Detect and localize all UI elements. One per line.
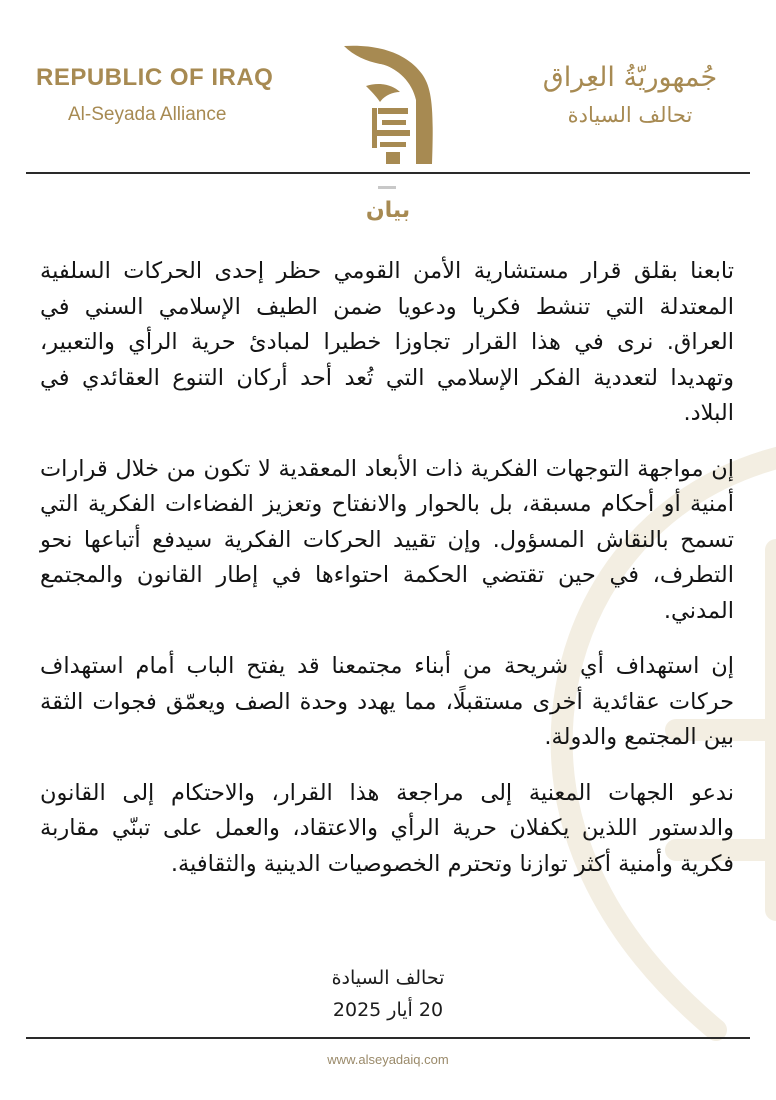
eagle-emblem-icon [336, 42, 440, 166]
paragraph: تابعنا بقلق قرار مستشارية الأمن القومي حظر إحدى الحركات السلفية المعتدلة التي تنشط فكريا ودعويا ضمن الطيف الإسلامي السني في العراق. نرى في هذا القرار تجاوزا خطيرا لمبادئ حرية الرأي والتعبير، وتهديدا لتعددية الفكر الإسلامي التي تُعد أحد أركان التنوع العقائدي في البلاد. [40, 258, 734, 426]
paragraph: ندعو الجهات المعنية إلى مراجعة هذا القرار، والاحتكام إلى القانون والدستور اللذين يكفلان حرية الرأي والاعتقاد، والعمل على تبنّي مقاربة فكرية وأمنية أكثر توازنا وتحترم الخصوصيات الدينية والثقافية. [40, 779, 734, 877]
signature-block [0, 962, 776, 1026]
alliance-name-en: Al-Seyada Alliance [68, 104, 227, 125]
statement-title: بيان [365, 198, 411, 223]
signatory: تحالف السيادة [331, 967, 445, 989]
website-link[interactable]: www.alseyadaiq.com [327, 1052, 449, 1067]
republic-title-en: REPUBLIC OF IRAQ [36, 64, 274, 91]
header-divider [26, 172, 750, 174]
title-ornament [378, 186, 396, 189]
republic-title-ar: جُمهوريّةُ العِراق [542, 62, 718, 93]
paragraph: إن مواجهة التوجهات الفكرية ذات الأبعاد المعقدية لا تكون من خلال قرارات أمنية أو أحكام مسبقة، بل بالحوار والانفتاح وتعزيز الفضاءات الفكرية التي تسمح بالنقاش المسؤول. وإن تقييد الحركات الفكرية سيدفع أتباعها نحو التطرف، في حين تقتضي الحكمة احتواءها في إطار القانون والمجتمع المدني. [40, 455, 734, 624]
paragraph: إن استهداف أي شريحة من أبناء مجتمعنا قد يفتح الباب أمام استهداف حركات عقائدية أخرى مستقبلًا، مما يهدد وحدة الصف ويعمّق فجوات الثقة بين المجتمع والدولة. [40, 653, 734, 750]
statement-date: 20 أيار 2025 [332, 999, 444, 1021]
letterhead [0, 0, 776, 175]
alliance-name-ar: تحالف السيادة [567, 103, 693, 127]
arabic-heading [530, 62, 730, 127]
statement-body [40, 254, 734, 902]
english-heading [36, 64, 296, 126]
footer-divider [26, 1037, 750, 1039]
